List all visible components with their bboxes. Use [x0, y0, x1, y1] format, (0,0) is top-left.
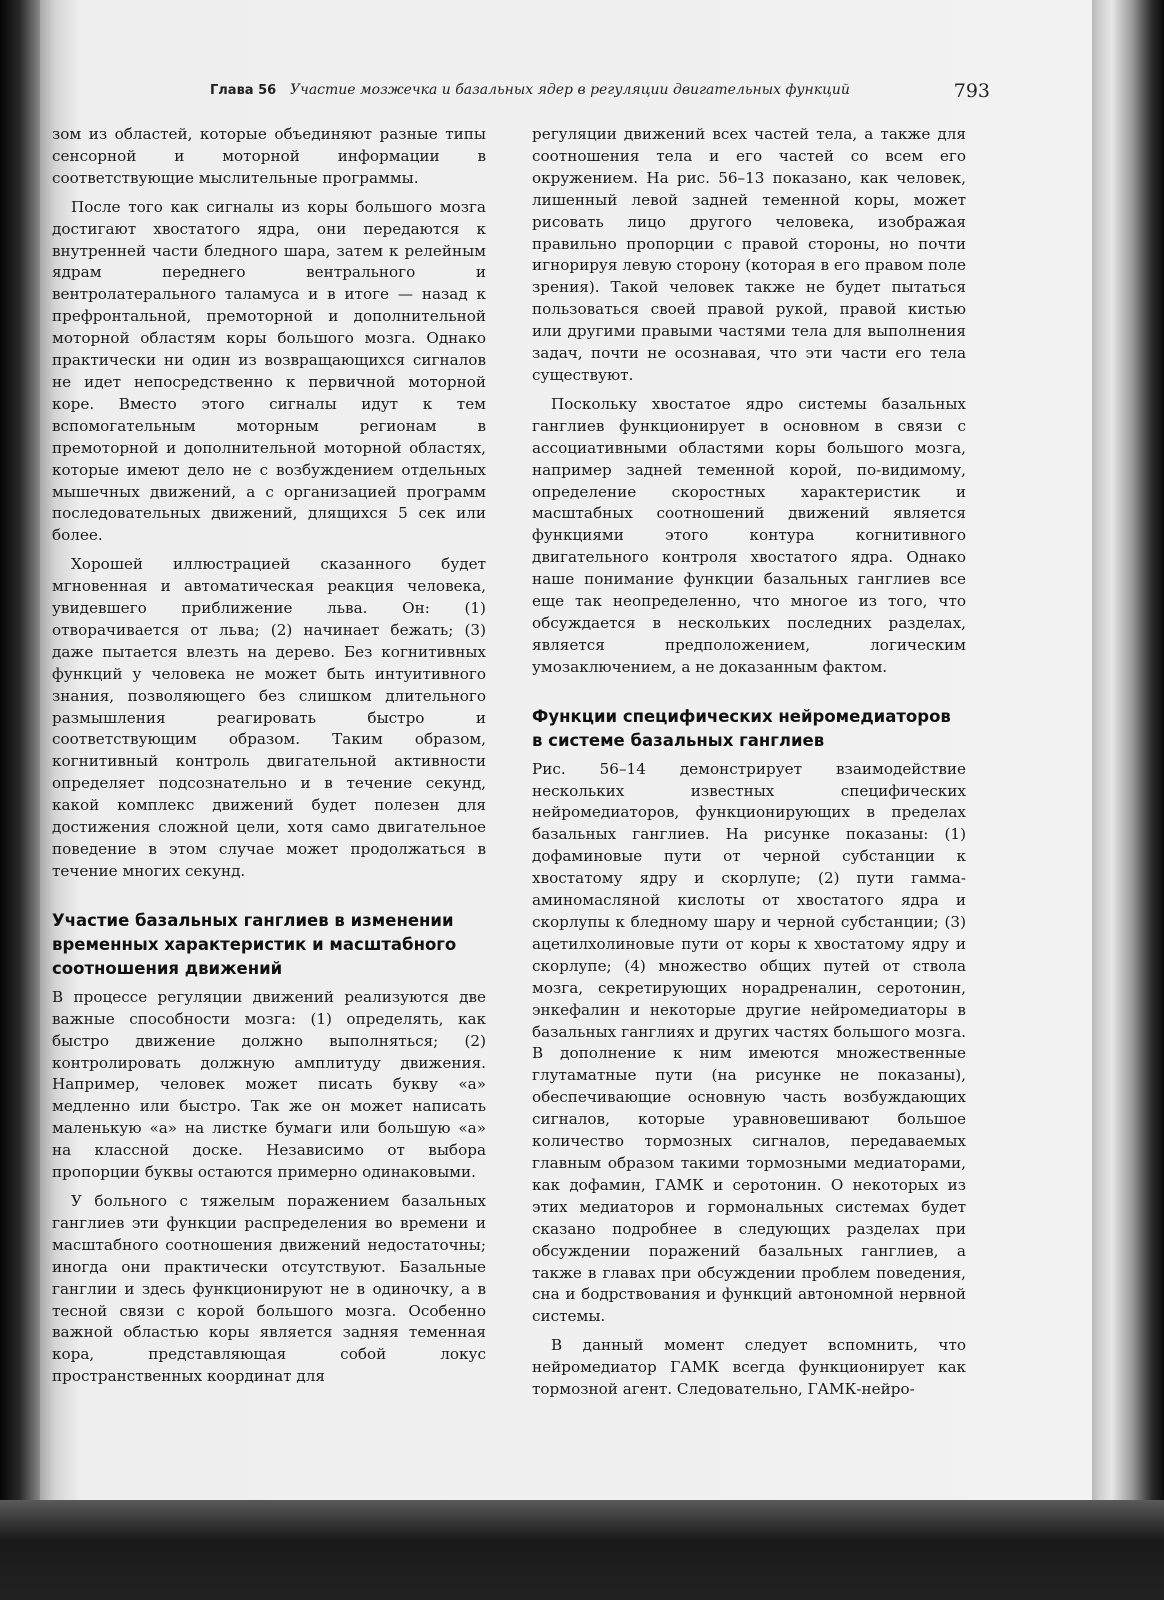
scan-bottom-edge: [0, 1500, 1164, 1600]
paragraph: В данный момент следует вспомнить, что нейромедиатор ГАМК всегда функционирует как тормозной агент. Следовательно, ГАМК-нейро-: [532, 1336, 966, 1399]
paragraph: Хорошей иллюстрацией сказанного будет мгновенная и автоматическая реакция человека, увидевшего приближение льва. Он: (1) отворачивается от льва; (2) начинает бежать; (3) даже пытается влезть на дерево. Без когнитивных функций у человека не может быть интуитивного знания, позволяющего без слишком длительного размышления реагировать быстро и соответствующим образом. Таким образом, когнитивный контроль двигательной активности определяет подсознательно и в течение секунд, какой комплекс движений будет полезен для достижения сложной цели, хотя само двигательное поведение в этом случае может продолжаться в течение многих секунд.: [52, 555, 486, 880]
left-column: [52, 124, 486, 1388]
section-heading: Участие базальных ганглиев в изменении временных характеристик и масштабного соотношения движений: [52, 910, 457, 978]
right-column: [532, 124, 966, 1401]
paragraph: зом из областей, которые объединяют разные типы сенсорной и моторной информации в соответствующие мыслительные программы.: [52, 125, 486, 187]
paragraph: Рис. 56–14 демонстрирует взаимодействие нескольких известных специфических нейромедиаторов, функционирующих в пределах базальных ганглиев. На рисунке показаны: (1) дофаминовые пути от черной субстанции к хвостатому ядру и скорлупе; (2) пути гамма-аминомасляной кислоты от хвостатого ядра и скорлупы к бледному шару и черной субстанции; (3) ацетилхолиновые пути от коры к хвостатому ядру и скорлупе; (4) множество общих путей от ствола мозга, секретирующих норадреналин, серотонин, энкефалин и некоторые другие нейромедиаторы в базальных ганглиях и других частях большого мозга. В дополнение к ним имеются множественные глутаматные пути (на рисунке не показаны), обеспечивающие основную часть возбуждающих сигналов, которые уравновешивают большое количество тормозных сигналов, передаваемых главным образом такими тормозными медиаторами, как дофамин, ГАМК и серотонин. О некоторых из этих медиаторов и гормональных системах будет сказано подробнее в следующих разделах при обсуждении поражений базальных ганглиев, а также в главах при обсуждении проблем поведения, сна и бодрствования и функций автономной нервной системы.: [532, 759, 966, 1326]
paragraph: После того как сигналы из коры большого мозга достигают хвостатого ядра, они передаются к внутренней части бледного шара, затем к релейным ядрам переднего вентрального и вентролатерального таламуса и в итоге — назад к префронтальной, премоторной и дополнительной моторной областям коры большого мозга. Однако практически ни один из возвращающихся сигналов не идет непосредственно к первичной моторной коре. Вместо этого сигналы идут к тем вспомогательным моторным регионам в премоторной и дополнительной моторной областях, которые имеют дело не с возбуждением отдельных мышечных движений, а с организацией программ последовательных движений, длящихся 5 сек или более.: [52, 197, 486, 545]
page-edge: [1092, 0, 1164, 1600]
running-header: [210, 80, 990, 104]
paragraph: У больного с тяжелым поражением базальных ганглиев эти функции распределения во времени и масштабного соотношения движений недостаточны; иногда они практически отсутствуют. Базальные ганглии и здесь функционируют не в одиночку, а в тесной связи с корой большого мозга. Особенно важной областью коры является задняя теменная кора, представляющая собой локус пространственных координат для: [52, 1191, 486, 1386]
chapter-title: Участие мозжечка и базальных ядер в регуляции двигательных функций: [290, 82, 850, 98]
paragraph: Поскольку хвостатое ядро системы базальных ганглиев функционирует в основном в связи с ассоциативными областями коры большого мозга, например задней теменной корой, по-видимому, определение скоростных характеристик и масштабных соотношений движений является функциями этого контура когнитивного двигательного контроля хвостатого ядра. Однако наше понимание функции базальных ганглиев все еще так неопределенно, что многое из того, что обсуждается в нескольких последних разделах, является предположением, логическим умозаключением, а не доказанным фактом.: [532, 394, 966, 676]
page-number: 793: [953, 80, 990, 102]
paragraph: В процессе регуляции движений реализуются две важные способности мозга: (1) определять, как быстро движение должно выполняться; (2) контролировать должную амплитуду движения. Например, человек может писать букву «а» медленно или быстро. Так же он может написать маленькую «а» на листке бумаги или большую «а» на классной доске. Независимо от выбора пропорции буквы остаются примерно одинаковыми.: [52, 987, 486, 1182]
chapter-label: Глава 56: [210, 83, 277, 98]
paragraph: регуляции движений всех частей тела, а также для соотношения тела и его частей со всем его окружением. На рис. 56–13 показано, как человек, лишенный левой задней теменной коры, может рисовать лицо другого человека, изображая правильно пропорции с правой стороны, но почти игнорируя левую сторону (которая в его правом поле зрения). Такой человек также не будет пытаться пользоваться своей правой рукой, правой кистью или другими правыми частями тела для выполнения задач, почти не осознавая, что эти части его тела существуют.: [532, 125, 966, 384]
section-heading: Функции специфических нейромедиаторов в системе базальных ганглиев: [532, 706, 951, 750]
